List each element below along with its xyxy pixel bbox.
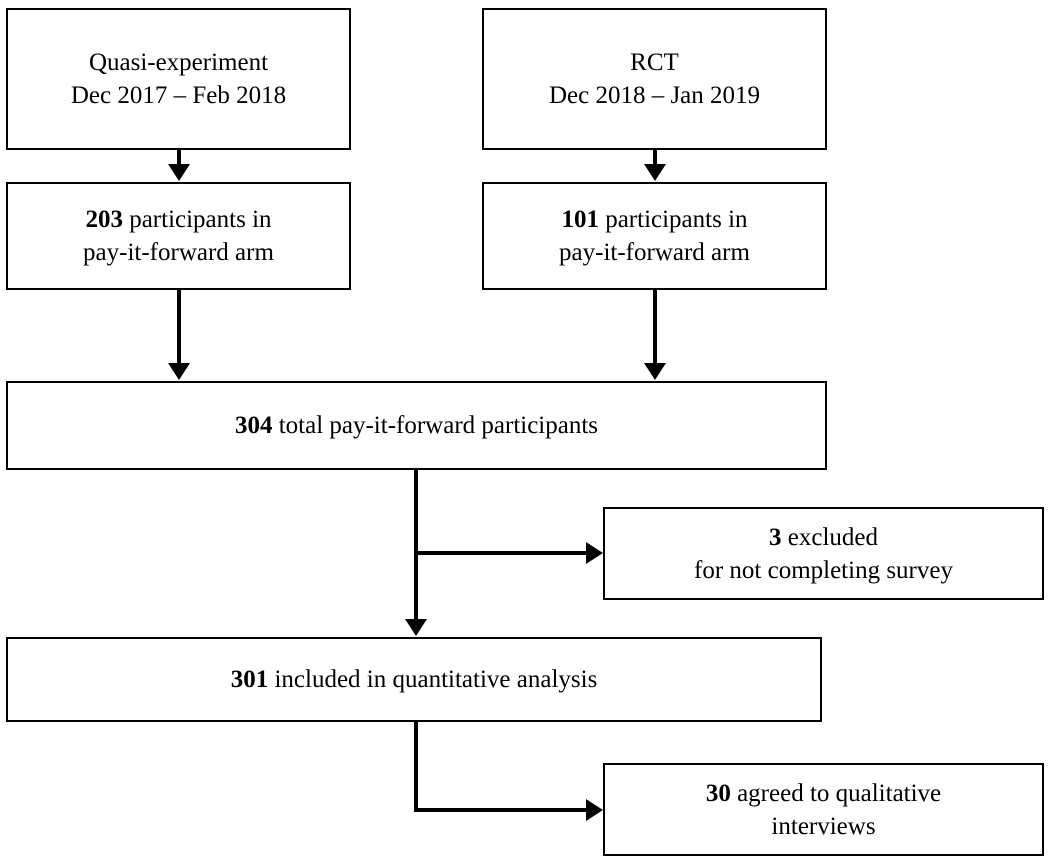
node-pay-it-forward-arm-101 <box>482 182 827 290</box>
connector-quasi-to-arm203 <box>177 150 181 165</box>
node-line: 301 included in quantitative analysis <box>230 666 598 693</box>
node-total-participants <box>6 381 827 470</box>
node-quasi-experiment <box>6 8 351 150</box>
connector-total-to-excluded <box>414 551 587 555</box>
connector-included-to-interviews-vertical <box>414 722 418 812</box>
connector-rct-to-arm101 <box>653 150 657 165</box>
node-line: 304 total pay-it-forward participants <box>234 412 599 439</box>
connector-total-to-included <box>414 470 418 620</box>
node-line: Dec 2017 – Feb 2018 <box>70 82 287 109</box>
node-qualitative-interviews <box>603 763 1044 856</box>
arrowhead-arm101-to-total <box>644 363 666 380</box>
node-line: interviews <box>771 812 876 840</box>
node-line: 203 participants in <box>85 206 272 233</box>
node-pay-it-forward-arm-203 <box>6 182 351 290</box>
node-line: pay-it-forward arm <box>559 239 750 266</box>
arrowhead-total-to-included <box>405 619 427 636</box>
connector-arm203-to-total <box>177 290 181 364</box>
node-included-quantitative <box>6 637 822 722</box>
connector-included-to-interviews-horizontal <box>414 808 587 812</box>
node-line: 101 participants in <box>561 206 748 233</box>
connector-arm101-to-total <box>653 290 657 364</box>
node-excluded <box>603 507 1044 600</box>
node-rct <box>482 8 827 150</box>
arrowhead-quasi-to-arm203 <box>168 164 190 181</box>
node-line: Quasi-experiment <box>88 49 269 76</box>
node-line: Dec 2018 – Jan 2019 <box>548 82 761 109</box>
arrowhead-total-to-excluded <box>586 542 603 564</box>
node-line: 3 excluded <box>769 523 878 551</box>
node-line: for not completing survey <box>694 556 953 584</box>
arrowhead-arm203-to-total <box>168 363 190 380</box>
arrowhead-rct-to-arm101 <box>644 164 666 181</box>
arrowhead-included-to-interviews <box>586 799 603 821</box>
node-line: RCT <box>630 49 679 76</box>
node-line: pay-it-forward arm <box>83 239 274 266</box>
node-line: 30 agreed to qualitative <box>705 779 942 807</box>
